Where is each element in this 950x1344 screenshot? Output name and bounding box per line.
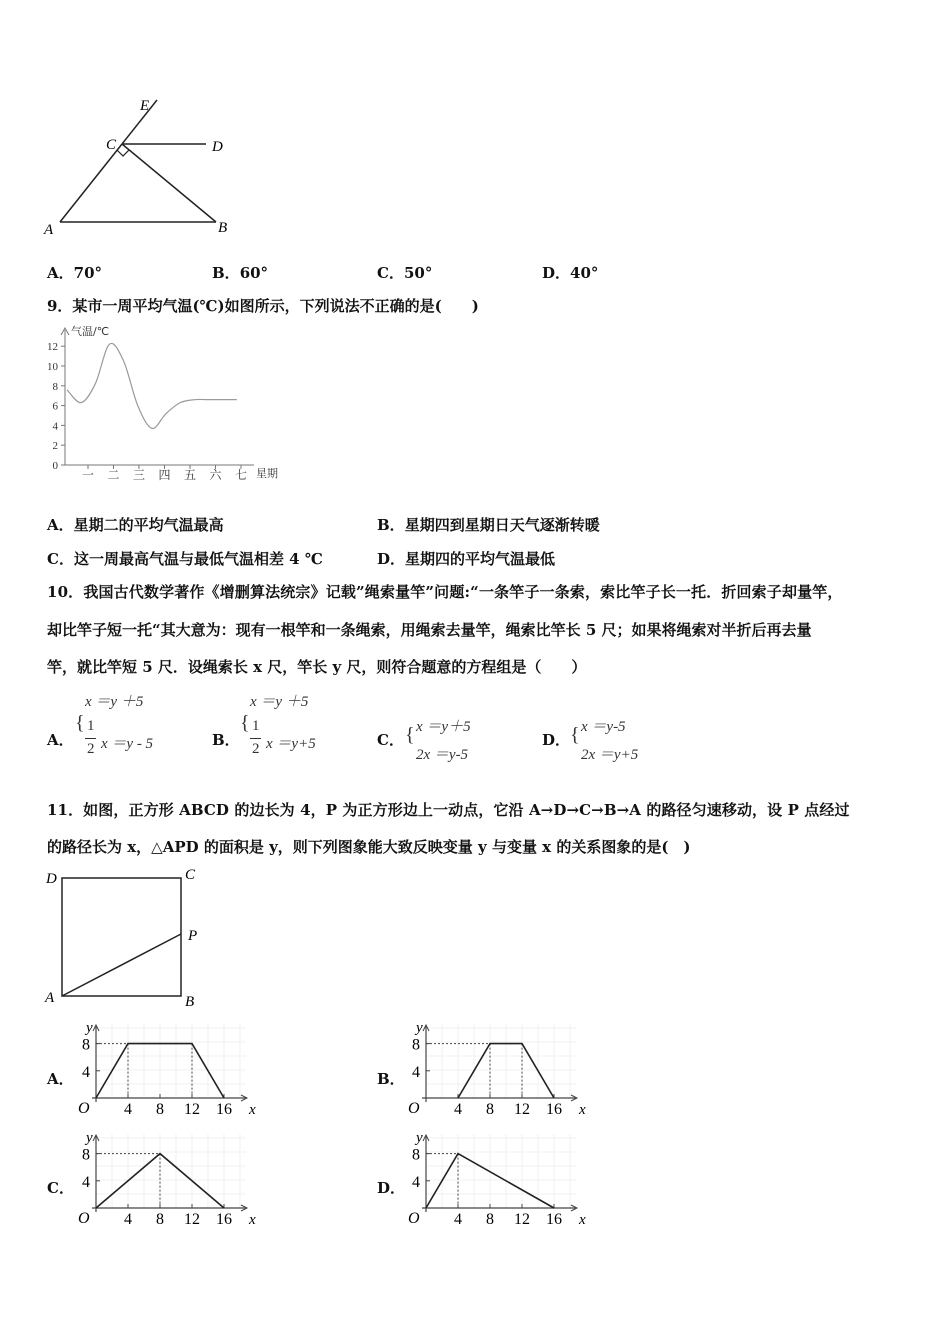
x-tick-label: 12 — [514, 1101, 530, 1118]
q8-option-a[interactable] — [47, 262, 102, 283]
equation-bottom: x ＝y - 5 — [101, 736, 154, 752]
q10-option-c[interactable] — [377, 688, 537, 768]
y-tick-label: 2 — [52, 440, 58, 453]
y-tick-label: 12 — [47, 341, 58, 354]
equation-top: x ＝y ＋5 — [85, 694, 144, 710]
option-key: B． — [212, 264, 240, 282]
y-tick-label: 8 — [82, 1036, 90, 1054]
option-text: 50° — [403, 264, 433, 282]
label-c: C — [106, 137, 117, 153]
option-key: C． — [377, 731, 404, 749]
origin-label: O — [78, 1100, 90, 1117]
y-axis-label: y — [416, 1130, 423, 1146]
label-c: C — [185, 867, 196, 883]
x-axis-label: x — [249, 1212, 256, 1228]
x-tick-label: 七 — [234, 468, 248, 482]
label-b: B — [218, 220, 228, 236]
option-key: A． — [47, 516, 74, 534]
x-tick-label: 二 — [107, 468, 120, 482]
q11-option-d[interactable]: D． — [377, 1179, 406, 1197]
q11-graph-b — [400, 1020, 586, 1120]
x-tick-label: 4 — [454, 1101, 462, 1118]
option-key: A． — [47, 731, 74, 749]
q11-line-2: 的路径长为 x，△APD 的面积是 y，则下列图象能大致反映变量 y 与变量 x 的关系图象的是( ) — [47, 838, 691, 856]
option-text: 40° — [570, 264, 599, 282]
x-tick-label: 8 — [486, 1211, 494, 1228]
q10-option-b[interactable] — [212, 688, 372, 768]
x-tick-label: 16 — [216, 1211, 232, 1228]
q9-option-a[interactable] — [47, 514, 224, 535]
fraction-bar — [250, 738, 261, 739]
x-tick-label: 五 — [183, 468, 197, 482]
equation-top: x ＝y ＋5 — [250, 694, 309, 710]
q10-line-1: 10．我国古代数学著作《增删算法统宗》记载”绳索量竿”问题:“一条竿子一条索，索比竿子长一托．折回索子却量竿， — [47, 583, 843, 601]
x-axis-label: x — [579, 1102, 586, 1118]
x-tick-label: 16 — [546, 1101, 562, 1118]
y-tick-label: 10 — [47, 361, 58, 373]
option-key: C． — [377, 264, 404, 282]
equation-bottom: 2x ＝y+5 — [581, 747, 639, 763]
fraction-denominator: 2 — [87, 741, 95, 757]
x-tick-label: 12 — [184, 1211, 200, 1228]
segment-ap — [62, 934, 181, 996]
y-axis-label: y — [416, 1020, 423, 1036]
y-tick-label: 4 — [412, 1173, 420, 1191]
option-key: D． — [377, 550, 406, 568]
y-tick-label: 8 — [82, 1146, 90, 1164]
q11-graph-c — [70, 1130, 256, 1230]
fraction-numerator: 1 — [87, 718, 95, 734]
option-text: 70° — [73, 264, 103, 282]
brace-icon: { — [405, 724, 415, 746]
square-abcd — [62, 878, 181, 996]
brace-icon: { — [570, 724, 580, 746]
q11-line-1: 11．如图，正方形 ABCD 的边长为 4，P 为正方形边上一动点，它沿 A→D→C→B→A 的路径匀速移动，设 P 点经过 — [47, 801, 850, 819]
q11-graph-a — [70, 1020, 256, 1120]
y-axis-label: 气温/℃ — [71, 325, 110, 338]
y-tick-label: 8 — [52, 380, 58, 393]
q10-line-3: 竿，就比竿短 5 尺．设绳索长 x 尺，竿长 y 尺，则符合题意的方程组是（ ） — [47, 658, 587, 676]
x-axis-label: x — [579, 1212, 586, 1228]
brace-icon: { — [240, 712, 250, 734]
x-tick-label: 六 — [209, 468, 222, 482]
y-tick-label: 6 — [52, 400, 58, 413]
y-tick-label: 4 — [82, 1173, 90, 1191]
x-axis-label: 星期 — [256, 467, 278, 480]
fraction-denominator: 2 — [252, 741, 260, 757]
q10-option-a[interactable] — [47, 688, 207, 768]
label-b: B — [185, 994, 195, 1010]
q8-option-c[interactable] — [377, 262, 432, 283]
q11-option-a[interactable]: A． — [47, 1070, 74, 1088]
y-tick-label: 4 — [82, 1063, 90, 1081]
x-axis-label: x — [249, 1102, 256, 1118]
segment-cb — [122, 144, 216, 222]
y-tick-label: 4 — [412, 1063, 420, 1081]
q9-line-chart — [40, 322, 300, 487]
option-key: D． — [542, 264, 571, 282]
option-key: A． — [47, 264, 74, 282]
q9-stem: 9．某市一周平均气温(℃)如图所示，下列说法不正确的是( ) — [47, 297, 479, 315]
x-tick-label: 一 — [81, 468, 95, 482]
q9-option-b[interactable] — [377, 514, 600, 535]
label-d: D — [212, 139, 223, 155]
x-tick-label: 8 — [156, 1211, 164, 1228]
option-text: 星期四到星期日天气逐渐转暖 — [404, 516, 600, 534]
brace-icon: { — [75, 712, 85, 734]
origin-label: O — [408, 1210, 420, 1227]
q11-option-c[interactable]: C． — [47, 1179, 74, 1197]
q11-square-figure — [40, 864, 220, 1012]
y-axis-label: y — [86, 1130, 93, 1146]
y-tick-label: 4 — [52, 420, 58, 433]
equation-top: x ＝y-5 — [581, 719, 626, 735]
label-a: A — [45, 990, 55, 1006]
x-tick-label: 8 — [486, 1101, 494, 1118]
y-tick-label: 0 — [52, 460, 58, 472]
option-key: B． — [212, 731, 240, 749]
x-tick-label: 三 — [132, 468, 146, 482]
x-tick-label: 四 — [158, 468, 171, 482]
origin-label: O — [78, 1210, 90, 1227]
temperature-line — [67, 343, 237, 428]
option-key: B． — [377, 516, 405, 534]
equation-bottom: 2x ＝y-5 — [416, 747, 469, 763]
option-key: D． — [542, 731, 571, 749]
label-d: D — [46, 871, 57, 887]
option-text: 星期四的平均气温最低 — [405, 550, 556, 568]
right-angle-mark — [117, 150, 129, 156]
q9-option-d[interactable] — [377, 548, 555, 569]
option-key: C． — [47, 550, 74, 568]
x-tick-label: 12 — [184, 1101, 200, 1118]
x-tick-label: 12 — [514, 1211, 530, 1228]
q8-option-d[interactable] — [542, 262, 598, 283]
q11-option-b[interactable]: B． — [377, 1070, 405, 1088]
option-text: 星期二的平均气温最高 — [73, 516, 224, 534]
option-text: 这一周最高气温与最低气温相差 4 ℃ — [73, 550, 323, 568]
q8-figure — [40, 92, 280, 242]
y-tick-label: 8 — [412, 1036, 420, 1054]
q11-graph-d — [400, 1130, 586, 1230]
q10-line-2: 却比竿子短一托“其大意为：现有一根竿和一条绳索，用绳索去量竿，绳索比竿长 5 尺；如果将绳索对半折后再去量 — [47, 621, 812, 639]
x-tick-label: 16 — [546, 1211, 562, 1228]
label-p: P — [188, 928, 198, 944]
x-tick-label: 4 — [124, 1211, 132, 1228]
q8-option-b[interactable] — [212, 262, 268, 283]
option-text: 60° — [239, 264, 269, 282]
label-e: E — [140, 98, 150, 114]
x-tick-label: 16 — [216, 1101, 232, 1118]
fraction-bar — [85, 738, 96, 739]
fraction-numerator: 1 — [252, 718, 260, 734]
segment-ac — [60, 144, 122, 222]
label-a: A — [44, 222, 54, 238]
equation-top: x ＝y＋5 — [416, 719, 471, 735]
equation-bottom: x ＝y+5 — [266, 736, 316, 752]
q10-option-d[interactable] — [542, 688, 702, 768]
q9-option-c[interactable] — [47, 548, 323, 569]
y-tick-label: 8 — [412, 1146, 420, 1164]
x-tick-label: 4 — [124, 1101, 132, 1118]
origin-label: O — [408, 1100, 420, 1117]
x-tick-label: 8 — [156, 1101, 164, 1118]
x-tick-label: 4 — [454, 1211, 462, 1228]
y-axis-label: y — [86, 1020, 93, 1036]
